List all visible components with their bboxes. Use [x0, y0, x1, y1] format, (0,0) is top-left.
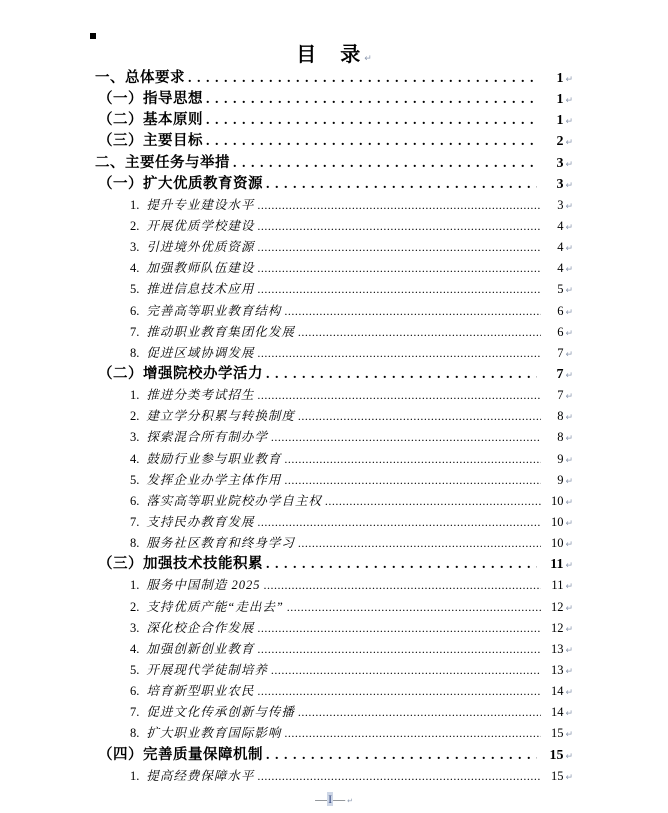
dot-leader	[257, 257, 541, 279]
toc-entry-page: 3	[556, 155, 564, 171]
toc-entry-number: 8.	[130, 726, 140, 741]
toc-entry-number: 5.	[130, 662, 140, 677]
toc-entry-label: 完善高等职业教育结构	[146, 303, 282, 318]
toc-entry-number: 7.	[130, 324, 140, 339]
toc-entry-label: （一）指导思想	[98, 91, 203, 108]
paragraph-mark-icon: ↵	[565, 518, 573, 529]
toc-entry-page: 1	[556, 92, 564, 108]
toc-entry-number: 4.	[130, 451, 140, 466]
toc-entry-label: 发挥企业办学主体作用	[146, 472, 282, 487]
toc-entry-label: 促进文化传承创新与传播	[146, 705, 295, 720]
toc-entry-number: 5.	[130, 472, 140, 487]
paragraph-mark-icon: ↵	[565, 244, 573, 255]
toc-entry-number: 4.	[130, 261, 140, 276]
dot-leader	[206, 88, 537, 110]
toc-entry-label: 提升专业建设水平	[146, 197, 255, 212]
dot-leader	[266, 553, 537, 575]
toc-entry-page: 8	[557, 409, 564, 424]
toc-entry-page: 2	[556, 134, 564, 150]
dot-leader	[271, 659, 542, 681]
toc-entry-label: （四）完善质量保障机制	[98, 746, 263, 763]
paragraph-mark-icon: ↵	[565, 180, 573, 191]
dot-leader	[257, 342, 541, 364]
toc-entry-label: （一）扩大优质教育资源	[98, 175, 263, 192]
toc-entry-number: 6.	[130, 493, 140, 508]
toc-entry-page: 6	[557, 303, 564, 318]
dot-leader	[188, 67, 537, 89]
dot-leader	[287, 596, 542, 618]
toc-entry-number: 6.	[130, 684, 140, 699]
toc-entry-page: 11	[551, 578, 564, 593]
paragraph-mark-icon: ↵	[565, 624, 573, 635]
dot-leader	[257, 765, 541, 787]
toc-entry-label: 加强创新创业教育	[146, 641, 255, 656]
toc-entry-number: 3.	[130, 620, 140, 635]
paragraph-mark-icon: ↵	[565, 138, 573, 149]
toc-entry[interactable]	[95, 67, 573, 88]
toc-entry[interactable]	[95, 88, 573, 109]
paragraph-mark-icon: ↵	[364, 54, 372, 64]
paragraph-mark-icon: ↵	[565, 392, 573, 403]
page-footer	[0, 792, 668, 808]
toc-entry[interactable]	[95, 300, 573, 321]
dot-leader	[298, 532, 542, 554]
dot-leader	[284, 448, 541, 470]
toc-entry-page: 4	[557, 218, 564, 233]
paragraph-mark-icon: ↵	[565, 582, 573, 593]
paragraph-mark-icon: ↵	[565, 772, 573, 783]
toc-entry-page: 15	[550, 768, 564, 783]
paragraph-mark-icon: ↵	[565, 265, 573, 276]
toc-entry-label: （三）主要目标	[98, 133, 203, 150]
toc-entry-label: 建立学分积累与转换制度	[146, 409, 295, 424]
toc-entry-label: 培育新型职业农民	[146, 684, 255, 699]
toc-list	[95, 67, 573, 786]
toc-entry-label: 开展优质学校建设	[146, 218, 255, 233]
toc-entry-page: 7	[556, 366, 564, 382]
paragraph-mark-icon: ↵	[565, 222, 573, 233]
toc-entry[interactable]	[95, 490, 573, 511]
dot-leader	[257, 511, 541, 533]
toc-entry-page: 9	[557, 472, 564, 487]
dot-leader	[257, 194, 541, 216]
toc-entry[interactable]	[95, 659, 573, 680]
dot-leader	[206, 130, 537, 152]
toc-entry-page: 8	[557, 430, 564, 445]
toc-entry-page: 12	[550, 599, 564, 614]
toc-entry-page: 13	[550, 641, 564, 656]
toc-entry[interactable]	[95, 744, 573, 765]
paragraph-mark-icon: ↵	[565, 434, 573, 445]
dot-leader	[284, 722, 541, 744]
toc-entry[interactable]	[95, 321, 573, 342]
paragraph-mark-icon: ↵	[565, 349, 573, 360]
footer-dash-right: —	[333, 792, 346, 806]
dot-leader	[257, 617, 541, 639]
toc-entry-label: 促进区域协调发展	[146, 345, 255, 360]
dot-leader	[266, 173, 537, 195]
toc-entry[interactable]	[95, 701, 573, 722]
paragraph-mark-icon: ↵	[347, 797, 353, 805]
toc-entry[interactable]	[95, 680, 573, 701]
toc-entry-page: 10	[550, 493, 564, 508]
toc-entry-page: 10	[550, 514, 564, 529]
toc-entry[interactable]	[95, 553, 573, 574]
toc-entry-page: 5	[557, 282, 564, 297]
toc-entry-label: （二）基本原则	[98, 112, 203, 129]
toc-entry-number: 7.	[130, 705, 140, 720]
toc-entry[interactable]	[95, 448, 573, 469]
toc-entry[interactable]	[95, 405, 573, 426]
toc-entry-page: 7	[557, 345, 564, 360]
toc-entry[interactable]	[95, 765, 573, 786]
toc-title: 目 录	[296, 44, 363, 66]
toc-entry[interactable]	[95, 596, 573, 617]
paragraph-mark-icon: ↵	[565, 561, 573, 572]
dot-leader	[284, 300, 541, 322]
toc-entry-page: 6	[557, 324, 564, 339]
toc-entry[interactable]	[95, 363, 573, 384]
toc-title-row	[0, 38, 668, 67]
toc-entry[interactable]	[95, 342, 573, 363]
paragraph-mark-icon: ↵	[565, 159, 573, 170]
toc-entry-label: 二、主要任务与举措	[95, 154, 230, 171]
toc-entry-page: 9	[557, 451, 564, 466]
toc-entry-page: 12	[550, 620, 564, 635]
toc-entry-number: 2.	[130, 218, 140, 233]
toc-entry-number: 8.	[130, 345, 140, 360]
toc-entry-number: 1.	[130, 197, 140, 212]
paragraph-mark-icon: ↵	[565, 476, 573, 487]
toc-entry-page: 15	[549, 747, 564, 763]
paragraph-mark-icon: ↵	[565, 730, 573, 741]
toc-entry-page: 11	[550, 557, 564, 573]
toc-entry[interactable]	[95, 173, 573, 194]
toc-entry[interactable]	[95, 130, 573, 151]
toc-entry-page: 13	[550, 662, 564, 677]
toc-entry-number: 6.	[130, 303, 140, 318]
toc-entry-label: 服务社区教育和终身学习	[146, 536, 295, 551]
paragraph-mark-icon: ↵	[565, 603, 573, 614]
paragraph-mark-icon: ↵	[565, 688, 573, 699]
toc-entry-number: 5.	[130, 282, 140, 297]
dot-leader	[298, 701, 542, 723]
paragraph-mark-icon: ↵	[565, 370, 573, 381]
dot-leader	[257, 215, 541, 237]
toc-entry-label: 服务中国制造 2025	[146, 578, 261, 593]
toc-entry-label: （二）增强院校办学活力	[98, 365, 263, 382]
dot-leader	[298, 405, 542, 427]
dot-leader	[257, 278, 541, 300]
dot-leader	[206, 109, 537, 131]
toc-entry-page: 15	[550, 726, 564, 741]
toc-entry[interactable]	[95, 426, 573, 447]
toc-entry-label: （三）加强技术技能积累	[98, 556, 263, 573]
toc-entry-page: 3	[557, 197, 564, 212]
toc-entry[interactable]	[95, 574, 573, 595]
dot-leader	[325, 490, 542, 512]
toc-entry-number: 2.	[130, 599, 140, 614]
dot-leader	[298, 321, 542, 343]
dot-leader	[266, 363, 537, 385]
toc-entry[interactable]	[95, 236, 573, 257]
paragraph-mark-icon: ↵	[565, 455, 573, 466]
toc-entry-number: 3.	[130, 240, 140, 255]
toc-entry-page: 14	[550, 684, 564, 699]
paragraph-mark-icon: ↵	[565, 286, 573, 297]
footer-dash-left: —	[315, 792, 328, 806]
toc-entry-page: 4	[557, 261, 564, 276]
paragraph-mark-icon: ↵	[565, 201, 573, 212]
toc-entry-number: 4.	[130, 641, 140, 656]
dot-leader	[257, 638, 541, 660]
toc-entry[interactable]	[95, 469, 573, 490]
toc-entry-label: 开展现代学徒制培养	[146, 662, 268, 677]
toc-entry[interactable]	[95, 617, 573, 638]
toc-entry-number: 7.	[130, 514, 140, 529]
toc-entry-page: 7	[557, 388, 564, 403]
toc-entry-number: 2.	[130, 409, 140, 424]
toc-entry-label: 推动职业教育集团化发展	[146, 324, 295, 339]
toc-entry-page: 1	[556, 113, 564, 129]
toc-entry[interactable]	[95, 722, 573, 743]
dot-leader	[257, 680, 541, 702]
toc-entry-page: 1	[556, 71, 564, 86]
toc-entry-number: 8.	[130, 536, 140, 551]
toc-entry-label: 深化校企合作发展	[146, 620, 255, 635]
toc-entry[interactable]	[95, 638, 573, 659]
toc-entry-label: 提高经费保障水平	[146, 768, 255, 783]
toc-entry-page: 14	[550, 705, 564, 720]
dot-leader	[284, 469, 541, 491]
paragraph-mark-icon: ↵	[565, 328, 573, 339]
paragraph-mark-icon: ↵	[565, 751, 573, 762]
toc-entry-number: 3.	[130, 430, 140, 445]
toc-entry[interactable]	[95, 109, 573, 130]
paragraph-mark-icon: ↵	[565, 666, 573, 677]
toc-entry-label: 探索混合所有制办学	[146, 430, 268, 445]
toc-entry-number: 1.	[130, 768, 140, 783]
toc-entry-label: 推进分类考试招生	[146, 388, 255, 403]
toc-entry[interactable]	[95, 511, 573, 532]
toc-entry[interactable]	[95, 278, 573, 299]
paragraph-mark-icon: ↵	[565, 645, 573, 656]
toc-entry-label: 支持民办教育发展	[146, 514, 255, 529]
toc-entry[interactable]	[95, 194, 573, 215]
toc-entry-label: 加强教师队伍建设	[146, 261, 255, 276]
toc-entry[interactable]	[95, 215, 573, 236]
toc-entry-page: 4	[557, 240, 564, 255]
toc-entry[interactable]	[95, 532, 573, 553]
paragraph-mark-icon: ↵	[565, 413, 573, 424]
toc-entry-label: 扩大职业教育国际影响	[146, 726, 282, 741]
toc-entry-label: 落实高等职业院校办学自主权	[146, 493, 322, 508]
toc-entry[interactable]	[95, 384, 573, 405]
paragraph-mark-icon: ↵	[565, 709, 573, 720]
toc-entry-label: 鼓励行业参与职业教育	[146, 451, 282, 466]
paragraph-mark-icon: ↵	[565, 497, 573, 508]
toc-entry[interactable]	[95, 257, 573, 278]
footer-page-number: I	[328, 792, 333, 806]
toc-entry-label: 推进信息技术应用	[146, 282, 255, 297]
paragraph-mark-icon: ↵	[565, 540, 573, 551]
dot-leader	[233, 152, 537, 174]
dot-leader	[257, 384, 541, 406]
paragraph-mark-icon: ↵	[565, 117, 573, 128]
dot-leader	[257, 236, 541, 258]
paragraph-mark-icon: ↵	[565, 75, 573, 85]
toc-entry[interactable]	[95, 152, 573, 173]
dot-leader	[264, 574, 542, 596]
toc-entry-label: 一、总体要求	[95, 70, 185, 86]
toc-entry-label: 支持优质产能“走出去”	[146, 599, 284, 614]
toc-entry-label: 引进境外优质资源	[146, 240, 255, 255]
dot-leader	[266, 744, 537, 766]
toc-entry-page: 10	[550, 536, 564, 551]
dot-leader	[271, 426, 542, 448]
toc-entry-page: 3	[556, 176, 564, 192]
paragraph-mark-icon: ↵	[565, 96, 573, 107]
toc-entry-number: 1.	[130, 388, 140, 403]
toc-entry-number: 1.	[130, 578, 140, 593]
paragraph-mark-icon: ↵	[565, 307, 573, 318]
